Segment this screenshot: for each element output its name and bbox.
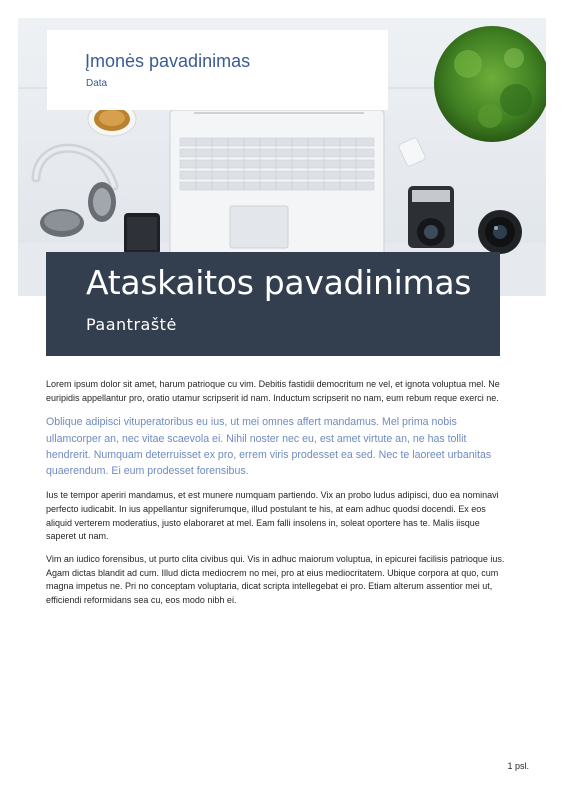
company-box <box>47 30 388 110</box>
paragraph: Ius te tempor aperiri mandamus, et est munere numquam partiendo. Vix an probo ludus adipisci, duo ea nominavi perfecto iudicabit. In ius appellantur signiferumque, illud postulant te his, at eam adhuc quodsi docendi. Ex eos aliquid verterem moderatius, justo elaboraret at mel. Eam falli insolens in, soleat oportere has te. Malis iisque saperet ut nam. <box>46 490 499 542</box>
paragraph: Vim an iudico forensibus, ut purto clita civibus qui. Vis in adhuc maiorum voluptua, in epicurei facilisis patrioque ius. Agam dictas blandit ad cum. Illud dicta mediocrem no mei, pro at eius mediocritatem. Ubique corpora at quo, cum magna impetus ne. Pri no conceptam voluptaria, dicat scripta intellegebat ei pro. Etiam alterum assentior mei ut, efficiendi reformidans sea cu, eos modo nibh ei. <box>46 554 505 606</box>
page-number: 1 psl. <box>507 761 529 771</box>
report-title: Ataskaitos pavadinimas <box>86 263 472 302</box>
camera-lens-icon <box>478 210 522 254</box>
company-name: Įmonės pavadinimas <box>85 51 251 71</box>
smartphone-icon <box>124 213 160 255</box>
laptop-icon <box>170 110 384 258</box>
title-banner <box>46 252 500 356</box>
report-subtitle: Paantraštė <box>86 315 177 334</box>
document-date: Data <box>86 78 108 89</box>
body-text <box>46 378 512 617</box>
plant-icon <box>434 26 546 142</box>
camera-icon <box>408 186 454 248</box>
paragraph: Lorem ipsum dolor sit amet, harum patrioque cu vim. Debitis fastidii democritum ne vel, et ignota voluptua mel. Ne euripidis appellantur pro, oratio utamur scripserit id nam. Inductum scripserit no nam, eum rebum reque exerci ne. <box>46 379 500 403</box>
pull-quote: Oblique adipisci vituperatoribus eu ius, ut mei omnes affert mandamus. Mel prima nobis ullamcorper an, nec vitae scaevola ei. Nihil noster nec eu, est amet virtute an, ne has tollit hendrerit. Numquam deterruisset ex pro, errem viris prodesset ea sed. Nec te laoreet urbanitas quaerendum. Ei eum prodesset forensibus. <box>46 416 492 478</box>
